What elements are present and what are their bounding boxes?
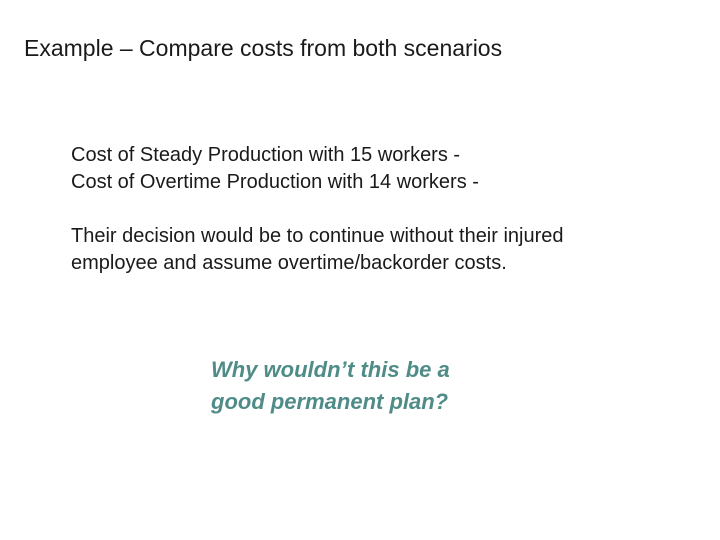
- slide-title: Example – Compare costs from both scenarios: [24, 35, 503, 61]
- paragraph-spacer: [71, 196, 564, 223]
- question-line-2: good permanent plan?: [211, 389, 449, 414]
- overtime-production-cost-line: Cost of Overtime Production with 14 workers -: [71, 171, 479, 193]
- discussion-question: [211, 354, 450, 418]
- decision-text-line-1: Their decision would be to continue without their injured: [71, 225, 564, 247]
- decision-text-line-2: employee and assume overtime/backorder costs.: [71, 252, 507, 274]
- steady-production-cost-line: Cost of Steady Production with 15 workers -: [71, 144, 461, 166]
- question-line-1: Why wouldn’t this be a: [211, 357, 450, 382]
- slide-body: [71, 142, 564, 277]
